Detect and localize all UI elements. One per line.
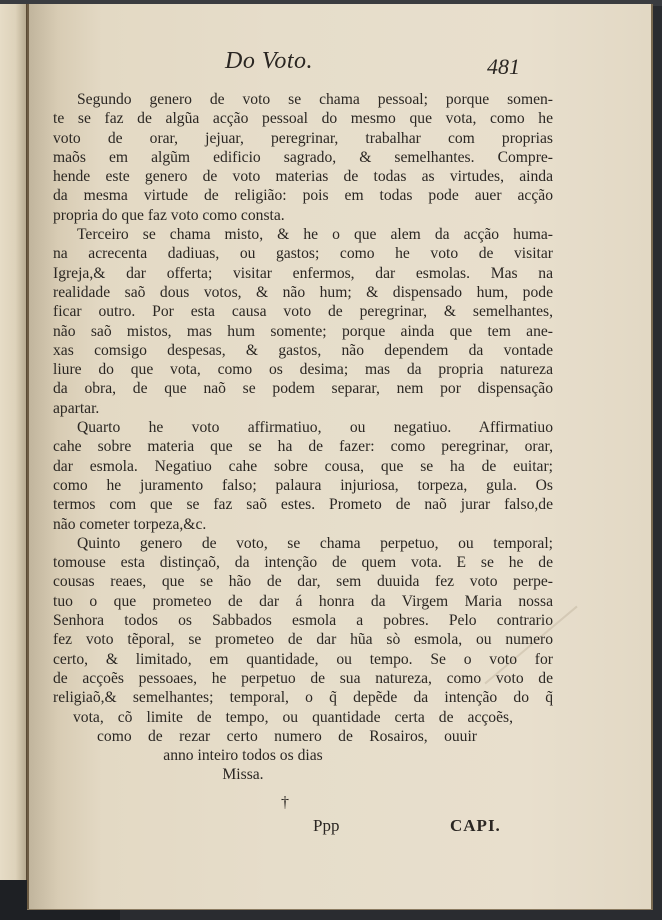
text-line: vota, cõ limite de tempo, ou quantidade certa de acçoẽs,: [73, 708, 513, 726]
text-line: maõs em algũm edificio sagrado, & semelhantes. Compre-: [53, 148, 553, 166]
text-line: de acçoẽs pessoaes, he perpetuo de sua natureza, como voto de: [53, 669, 553, 687]
text-line: termos com que se faz saõ estes. Prometo de naõ jurar falso,de: [53, 496, 553, 514]
text-line: xas comsigo despesas, & gastos, não dependem da vontade: [53, 341, 553, 359]
text-line: anno inteiro todos os dias: [163, 747, 323, 765]
text-line: certo, & limitado, em quantidade, ou tempo. Se o voto for: [53, 650, 553, 668]
text-line: Quinto genero de voto, se chama perpetuo, ou temporal;: [77, 534, 553, 552]
text-line: tomouse esta distinçaõ, da intenção de quem vota. E se he de: [53, 554, 553, 572]
running-head: Do Voto.: [225, 48, 313, 74]
text-line: Senhora todos os Sabbados esmola a pobres. Pelo contrario: [53, 612, 553, 630]
text-line: como de rezar certo numero de Rosairos, ouuir: [97, 727, 477, 745]
text-line: da mesma virtude de religião: pois em todas pode auer acção: [53, 187, 553, 205]
text-line: da obra, de que naõ se podem separar, nem por dispensação: [53, 380, 553, 398]
text-line: fez voto tẽporal, se prometeo de dar hũa sò esmola, ou numero: [53, 631, 553, 649]
text-line: não saõ mistos, mas hum somente; porque ainda que tem ane-: [53, 322, 553, 340]
cross-ornament: †: [281, 794, 289, 811]
signature-mark: Ppp: [313, 816, 340, 835]
page-footer: [27, 794, 651, 844]
text-line: Quarto he voto affirmatiuo, ou negatiuo. Affirmatiuo: [77, 419, 553, 437]
text-line: Igreja,& dar offerta; visitar enfermos, dar esmolas. Mas na: [53, 264, 553, 282]
text-line: na acrecenta dadiuas, ou gastos; como he voto de visitar: [53, 245, 553, 263]
catchword: CAPI.: [450, 816, 501, 835]
page-number: 481: [487, 54, 520, 79]
text-line: Terceiro se chama misto, & he o que alem da acção huma-: [77, 226, 553, 244]
text-line: hende este genero de voto materias de todas as virtudes, ainda: [53, 168, 553, 186]
text-line: como he juramento falso; palaura injuriosa, torpeza, gula. Os: [53, 476, 553, 494]
text-line: liure do que vota, como os desima; mas da propria natureza: [53, 361, 553, 379]
text-line: não cometer torpeza,&c.: [53, 515, 207, 533]
text-line: voto de orar, jejuar, peregrinar, trabalhar com proprias: [53, 129, 553, 147]
text-line: dar esmola. Negatiuo cahe sobre cousa, que se ha de euitar;: [53, 457, 553, 475]
gutter-edge: [27, 4, 29, 909]
text-line: cousas reaes, que se hão de dar, sem duuida fez voto perpe-: [53, 573, 553, 591]
body-text: [53, 90, 553, 785]
text-line: tuo o que prometeo de dar á honra da Virgem Maria nossa: [53, 592, 553, 610]
text-line: apartar.: [53, 399, 100, 417]
text-line: ficar outro. Por esta causa voto de peregrinar, & semelhantes,: [53, 303, 553, 321]
text-line: te se faz de algũa acção pessoal do mesmo que vota, como he: [53, 110, 553, 128]
text-line: realidade saõ dous votos, & não hum; & dispensado hum, pode: [53, 283, 553, 301]
book-page: [27, 4, 653, 910]
previous-page-edge: [0, 4, 27, 904]
text-line: cahe sobre materia que se ha de fazer: como peregrinar, orar,: [53, 438, 553, 456]
text-line: Missa.: [222, 766, 264, 784]
text-line: religiaõ,& semelhantes; temporal, o q̃ depẽde da intenção do q̃: [53, 689, 553, 707]
text-line: Segundo genero de voto se chama pessoal; porque somen-: [77, 91, 553, 108]
text-line: propria do que faz voto como consta.: [53, 206, 285, 224]
page-header: [27, 48, 651, 88]
